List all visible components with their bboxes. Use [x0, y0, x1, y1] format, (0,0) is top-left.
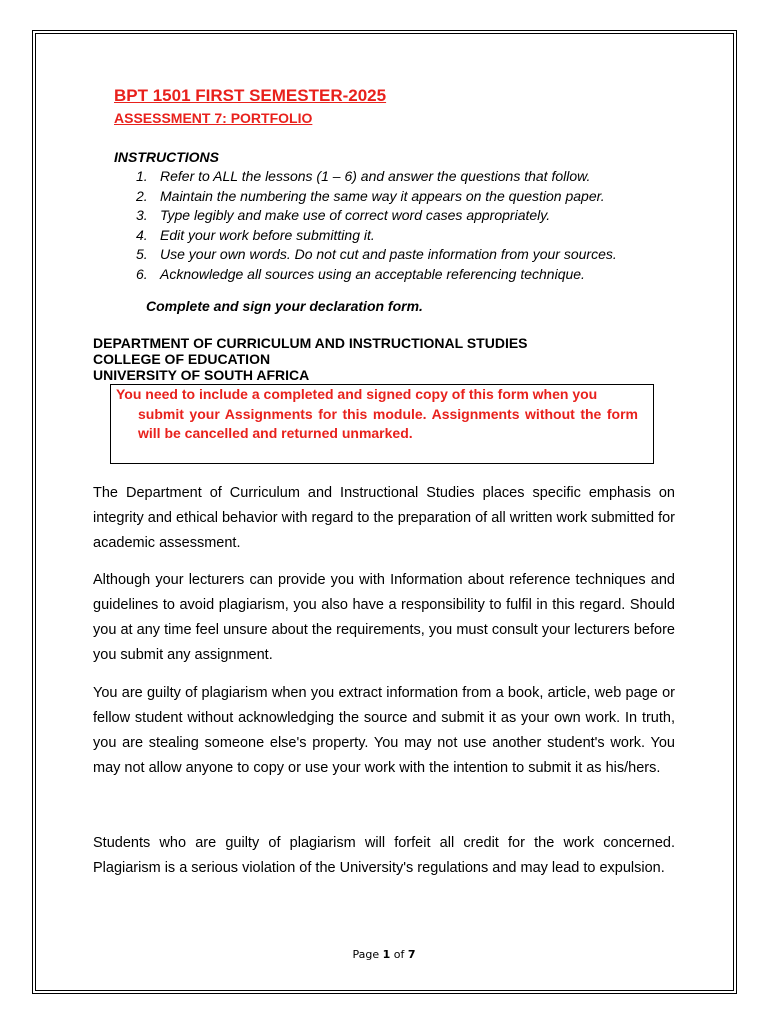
instruction-text: Edit your work before submitting it. — [160, 226, 375, 243]
paragraph-responsibility: Although your lecturers can provide you with Information about reference techniques and guidelines to avoid plagiarism, you also have a responsibility to fulfil in this regard. Should you at any time feel unsure about the requirements, you must consult your lecturers before you submit any assignment. — [93, 572, 675, 663]
paragraph-consequences: Students who are guilty of plagiarism will forfeit all credit for the work concerned. Plagiarism is a serious violation of the University's regulations and may lead to expulsion. — [93, 835, 675, 876]
instruction-item — [136, 167, 617, 187]
instruction-number: 6. — [136, 265, 148, 282]
instruction-text: Use your own words. Do not cut and paste information from your sources. — [160, 246, 617, 262]
university-name: UNIVERSITY OF SOUTH AFRICA — [93, 367, 310, 383]
of-word: of — [393, 948, 405, 961]
notice-line-rest: submit your Assignments for this module. Assignments without the form will be cancelled and returned unmarked. — [138, 405, 638, 441]
page-word: Page — [352, 948, 380, 961]
assessment-subtitle: ASSESSMENT 7: PORTFOLIO — [114, 110, 313, 126]
notice-line-first: You need to include a completed and signed copy of this form when you — [116, 386, 598, 402]
instruction-number: 5. — [136, 246, 148, 262]
paragraph-plagiarism-definition: You are guilty of plagiarism when you extract information from a book, article, web page or fellow student without acknowledging the source and submit it as your own work. In truth, you are stealing someone else's property. You may not use another student's work. You may not allow anyone to copy or use your work with the intention to submit it as his/hers. — [93, 685, 675, 776]
instructions-heading: INSTRUCTIONS — [114, 149, 219, 165]
instruction-text: Type legibly and make use of correct word cases appropriately. — [160, 207, 551, 223]
instruction-number: 1. — [136, 168, 148, 184]
department-name: DEPARTMENT OF CURRICULUM AND INSTRUCTIONAL STUDIES — [93, 335, 528, 351]
page-footer — [0, 948, 768, 961]
instruction-number: 4. — [136, 226, 148, 243]
instruction-item — [136, 206, 617, 226]
document-title: BPT 1501 FIRST SEMESTER-2025 — [114, 86, 387, 105]
instruction-text: Acknowledge all sources using an acceptable referencing technique. — [160, 265, 585, 282]
declaration-note: Complete and sign your declaration form. — [146, 298, 423, 314]
college-name: COLLEGE OF EDUCATION — [93, 351, 271, 367]
instructions-list — [136, 167, 617, 284]
instruction-item — [136, 226, 617, 246]
instruction-text: Refer to ALL the lessons (1 – 6) and answer the questions that follow. — [160, 168, 591, 184]
instruction-item — [136, 265, 617, 285]
instruction-number: 3. — [136, 207, 148, 223]
notice-text — [116, 385, 638, 444]
instruction-text: Maintain the numbering the same way it appears on the question paper. — [160, 187, 605, 204]
page-current: 1 — [382, 948, 391, 961]
page-total: 7 — [407, 948, 416, 961]
instruction-item — [136, 187, 617, 207]
instruction-item — [136, 245, 617, 265]
paragraph-integrity: The Department of Curriculum and Instructional Studies places specific emphasis on integrity and ethical behavior with regard to the preparation of all written work submitted for academic assessment. — [93, 485, 675, 551]
department-block — [93, 335, 528, 383]
instruction-number: 2. — [136, 187, 148, 204]
